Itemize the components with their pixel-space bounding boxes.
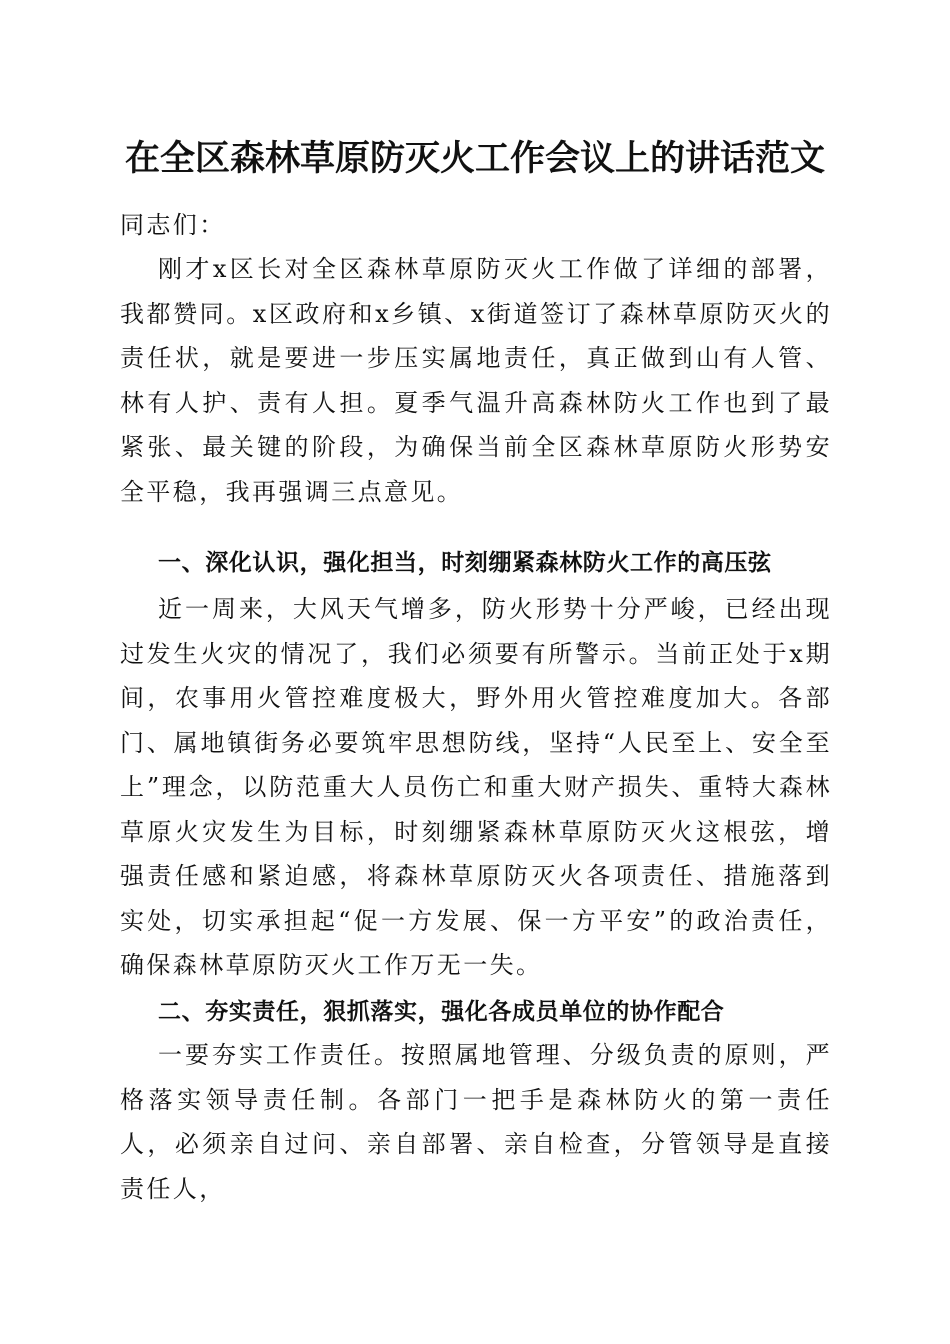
section-1-paragraph: 近一周来，大风天气增多，防火形势十分严峻，已经出现过发生火灾的情况了，我们必须要有所警示。当前正处于x期间，农事用火管控难度极大，野外用火管控难度加大。各部门、属地镇街务必要筑牢思想防线，坚持“人民至上、安全至上”理念，以防范重大人员伤亡和重大财产损失、重特大森林草原火灾发生为目标，时刻绷紧森林草原防灭火这根弦，增强责任感和紧迫感，将森林草原防灭火各项责任、措施落到实处，切实承担起“促一方发展、保一方平安”的政治责任，确保森林草原防灭火工作万无一失。 bbox=[120, 595, 832, 979]
intro-paragraph: 刚才x区长对全区森林草原防灭火工作做了详细的部署，我都赞同。x区政府和x乡镇、x街道签订了森林草原防灭火的责任状，就是要进一步压实属地责任，真正做到山有人管、林有人护、责有人担。夏季气温升高森林防火工作也到了最紧张、最关键的阶段，为确保当前全区森林草原防火形势安全平稳，我再强调三点意见。 bbox=[120, 255, 832, 506]
section-2-paragraph: 一要夯实工作责任。按照属地管理、分级负责的原则，严格落实领导责任制。各部门一把手是森林防火的第一责任人，必须亲自过问、亲自部署、亲自检查，分管领导是直接责任人， bbox=[120, 1041, 832, 1203]
document-title: 在全区森林草原防灭火工作会议上的讲话范文 bbox=[124, 138, 825, 179]
salutation: 同志们： bbox=[120, 211, 226, 239]
section-1-heading: 一、深化认识，强化担当，时刻绷紧森林防火工作的高压弦 bbox=[158, 550, 772, 576]
section-2-heading: 二、夯实责任，狠抓落实，强化各成员单位的协作配合 bbox=[158, 999, 725, 1025]
